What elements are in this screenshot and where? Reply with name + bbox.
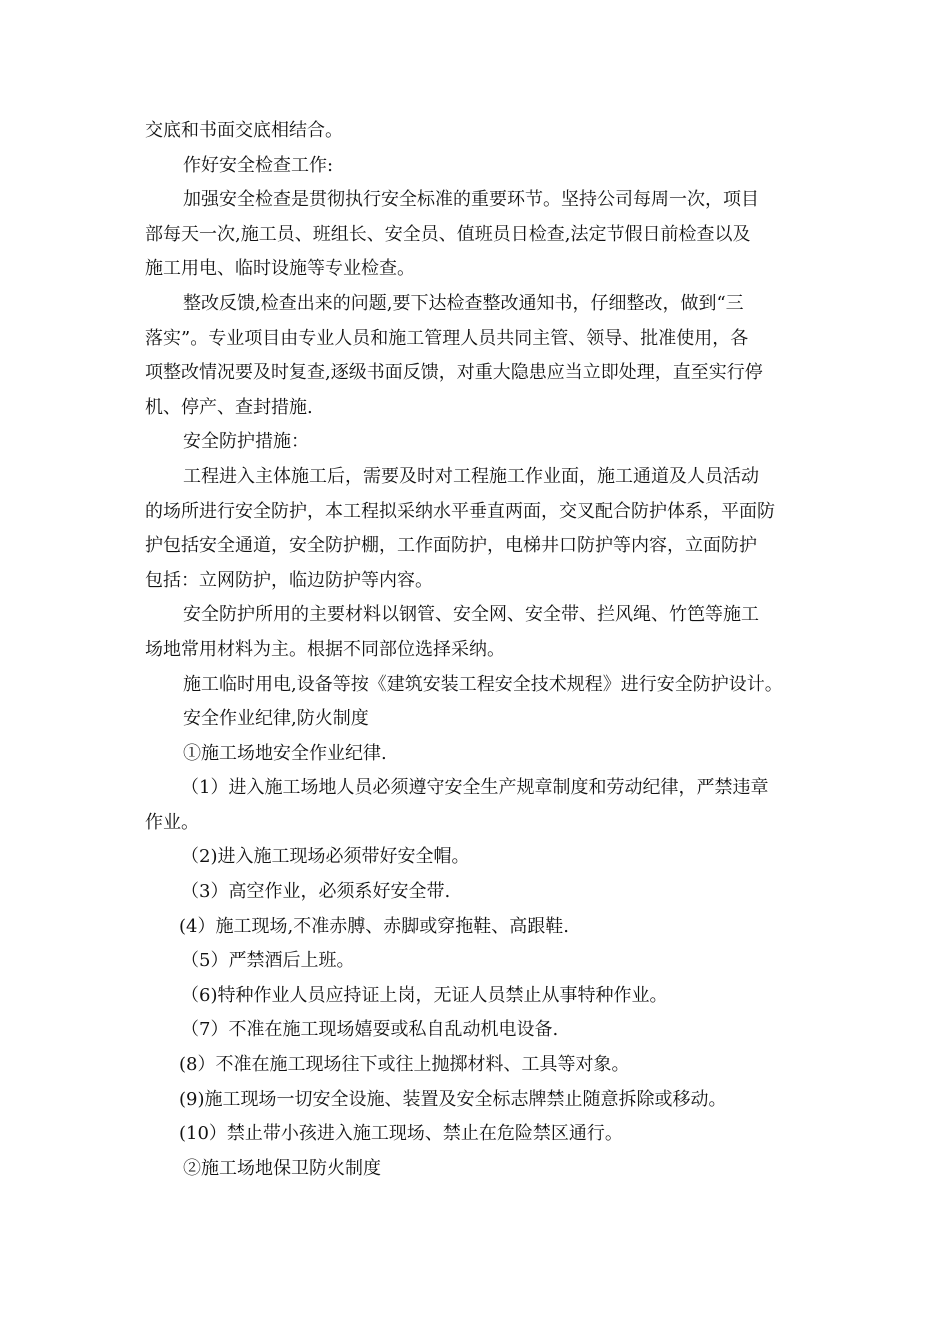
list-item: （1）进入施工场地人员必须遵守安全生产规章制度和劳动纪律，严禁违章	[181, 777, 769, 799]
list-item: (4）施工现场,不准赤膊、赤脚或穿拖鞋、高跟鞋.	[179, 915, 569, 937]
list-item: （5）严禁酒后上班。	[181, 950, 355, 972]
paragraph-line: 作业。	[145, 811, 199, 833]
paragraph-line: 工程进入主体施工后，需要及时对工程施工作业面，施工通道及人员活动	[183, 465, 759, 487]
list-item: （3）高空作业，必须系好安全带.	[181, 881, 451, 903]
paragraph-line: 项整改情况要及时复查,逐级书面反馈，对重大隐患应当立即处理，直至实行停	[145, 362, 763, 384]
list-item: (8）不准在施工现场往下或往上抛掷材料、工具等对象。	[179, 1054, 630, 1076]
list-item: (10）禁止带小孩进入施工现场、禁止在危险禁区通行。	[179, 1123, 623, 1145]
paragraph-line: 加强安全检查是贯彻执行安全标准的重要环节。坚持公司每周一次，项目	[183, 189, 759, 211]
list-item: （2)进入施工现场必须带好安全帽。	[181, 846, 470, 868]
section-heading-safety-inspection: 作好安全检查工作:	[183, 154, 334, 176]
list-item: （6)特种作业人员应持证上岗，无证人员禁止从事特种作业。	[181, 984, 668, 1006]
paragraph-line: 包括：立网防护，临边防护等内容。	[145, 569, 433, 591]
paragraph-line: 整改反馈,检查出来的问题,要下达检查整改通知书，仔细整改，做到“三	[183, 292, 744, 314]
section-heading-work-discipline: 安全作业纪律,防火制度	[183, 708, 369, 730]
paragraph-line: 落实”。专业项目由专业人员和施工管理人员共同主管、领导、批准使用，各	[145, 327, 749, 349]
paragraph-line: 部每天一次,施工员、班组长、安全员、值班员日检查,法定节假日前检查以及	[145, 223, 751, 245]
paragraph-line: 护包括安全通道，安全防护棚，工作面防护，电梯井口防护等内容，立面防护	[145, 535, 757, 557]
list-item: (9)施工现场一切安全设施、装置及安全标志牌禁止随意拆除或移动。	[179, 1088, 727, 1110]
document-body	[145, 114, 810, 1186]
paragraph-line: 机、停产、查封措施.	[145, 396, 313, 418]
paragraph-line: 的场所进行安全防护，本工程拟采纳水平垂直两面，交叉配合防护体系，平面防	[145, 500, 775, 522]
paragraph-line: 施工用电、临时设施等专业检查。	[145, 258, 415, 280]
paragraph-line: 安全防护所用的主要材料以钢管、安全网、安全带、拦风绳、竹笆等施工	[183, 604, 759, 626]
section-heading-safety-protection: 安全防护措施：	[183, 431, 309, 453]
paragraph-line: 交底和书面交底相结合。	[145, 120, 343, 141]
paragraph-line: 施工临时用电,设备等按《建筑安装工程安全技术规程》进行安全防护设计。	[183, 673, 783, 695]
subsection-heading-site-discipline: ①施工场地安全作业纪律.	[183, 742, 387, 764]
subsection-heading-fire-prevention: ②施工场地保卫防火制度	[183, 1157, 381, 1179]
paragraph-line: 场地常用材料为主。根据不同部位选择采纳。	[145, 638, 505, 660]
list-item: （7）不准在施工现场嬉耍或私自乱动机电设备.	[181, 1019, 559, 1041]
